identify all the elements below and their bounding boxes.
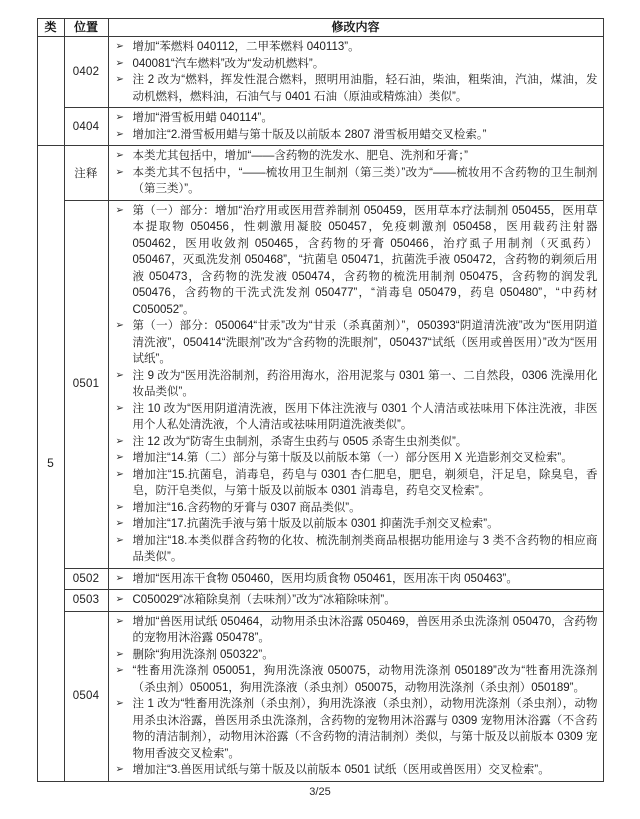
arrow-bullet-icon: ➢ — [115, 698, 124, 709]
arrow-bullet-icon: ➢ — [115, 150, 124, 161]
bullet-text: 本类尤其包括中，增加“——含药物的洗发水、肥皂、洗剂和牙膏；” — [132, 150, 468, 162]
content-cell — [108, 611, 603, 781]
bullet-text: 注 9 改为“医用洗浴制剂，药浴用海水，浴用泥浆与 0301 第一、二自然段，0306 洗澡用化妆品类似”。 — [132, 369, 598, 398]
arrow-bullet-icon: ➢ — [115, 615, 124, 627]
bullet-item — [109, 148, 598, 165]
bullet-text: 第（一）部分：050064“甘汞”改为“甘汞（杀真菌剂）”，050393“阴道清洗液”改为“医用阴道清洗液”，050414“洗眼剂”改为“含药物的洗眼剂”，050437“试纸（医用或兽医用）”改为“医用试纸”。 — [132, 320, 598, 365]
bullet-item — [109, 203, 598, 319]
bullet-text: 注 12 改为“防寄生虫制剂，杀寄生虫药与 0505 杀寄生虫剂类似”。 — [132, 435, 468, 448]
bullet-text: 增加注“17.抗菌洗手液与第十版及以前版本 0301 抑菌洗手剂交叉检索”。 — [132, 518, 499, 530]
table-row — [37, 200, 603, 568]
bullet-item — [109, 56, 598, 73]
bullet-text: “牲畜用洗涤剂 050051，狗用洗涤液 050075，动物用洗涤剂 050189”改为“牲畜用洗涤剂（杀虫剂）050051，狗用洗涤液（杀虫剂）050075，动物用洗涤剂（杀虫剂）050189”。 — [132, 665, 598, 694]
content-cell — [108, 37, 603, 108]
arrow-bullet-icon: ➢ — [115, 402, 124, 414]
position-cell: 注释 — [64, 146, 108, 201]
bullet-item — [109, 762, 598, 779]
bullet-text: 删除“狗用洗涤剂 050322”。 — [132, 648, 274, 661]
bullet-item — [109, 39, 598, 56]
content-cell — [108, 200, 603, 568]
arrow-bullet-icon: ➢ — [115, 57, 124, 69]
header-content: 修改内容 — [108, 19, 603, 37]
modification-table — [37, 18, 604, 782]
bullet-item — [109, 401, 598, 434]
table-row — [37, 568, 603, 590]
class-cell: 5 — [37, 146, 64, 782]
arrow-bullet-icon: ➢ — [115, 128, 124, 140]
bullet-text: 增加注“14.第（二）部分与第十版及以前版本第（一）部分医用 X 光造影剂交叉检索”。 — [132, 452, 573, 464]
arrow-bullet-icon: ➢ — [115, 594, 124, 605]
position-cell: 0502 — [64, 568, 108, 590]
position-cell: 0501 — [64, 200, 108, 568]
arrow-bullet-icon: ➢ — [115, 501, 124, 513]
bullet-item — [109, 614, 598, 647]
bullet-item — [109, 647, 598, 664]
content-cell — [108, 568, 603, 590]
bullet-text: 注 2 改为“燃料，挥发性混合燃料，照明用油脂，轻石油，柴油，粗柴油，汽油，煤油，发动机燃料，燃料油，石油气与 0401 石油（原油或精炼油）类似”。 — [132, 74, 598, 103]
arrow-bullet-icon: ➢ — [115, 764, 124, 775]
class-cell — [37, 37, 64, 146]
bullet-item — [109, 434, 598, 451]
position-cell: 0504 — [64, 611, 108, 781]
arrow-bullet-icon: ➢ — [115, 41, 124, 52]
bullet-text: 注 1 改为“牲畜用洗涤剂（杀虫剂），狗用洗涤液（杀虫剂），动物用洗涤剂（杀虫剂），动物用杀虫沐浴露，兽医用杀虫洗涤剂，含药物的宠物用沐浴露与 0309 宠物用沐浴露（不含药物的清洁制剂），动物用沐浴露（不含药物的清洁制剂）类似，与第十版及以前版本 0309 宠物用香波交叉检索”。 — [132, 698, 598, 760]
content-cell — [108, 590, 603, 612]
bullet-text: 增加注“18.本类似群含药物的化妆、梳洗制剂类商品根据功能用途与 3 类不含药物的相应商品类似”。 — [132, 534, 598, 563]
bullet-item — [109, 500, 598, 517]
arrow-bullet-icon: ➢ — [115, 369, 124, 381]
arrow-bullet-icon: ➢ — [115, 572, 124, 584]
bullet-item — [109, 127, 598, 144]
table-row — [37, 146, 603, 201]
arrow-bullet-icon: ➢ — [115, 166, 124, 178]
bullet-item — [109, 368, 598, 401]
header-class: 类 — [37, 19, 64, 37]
arrow-bullet-icon: ➢ — [115, 112, 124, 123]
document-page — [0, 18, 640, 819]
bullet-text: 注 10 改为“医用阴道清洗液，医用下体注洗液与 0301 个人清洁或祛味用下体注洗液，非医用个人私处清洗液，个人清洁或祛味用阴道洗液类似”。 — [132, 402, 598, 431]
bullet-item — [109, 450, 598, 467]
bullet-item — [109, 165, 598, 198]
arrow-bullet-icon: ➢ — [115, 435, 124, 447]
bullet-item — [109, 696, 598, 762]
arrow-bullet-icon: ➢ — [115, 204, 124, 216]
bullet-text: 本类尤其不包括中，“——梳妆用卫生制剂（第三类）”改为“——梳妆用不含药物的卫生制剂（第三类）”。 — [132, 166, 598, 195]
bullet-item — [109, 516, 598, 533]
bullet-text: 增加“苯燃料 040112，二甲苯燃料 040113”。 — [132, 41, 360, 53]
bullet-text: 增加注“16.含药物的牙膏与 0307 商品类似”。 — [132, 501, 361, 514]
arrow-bullet-icon: ➢ — [115, 74, 124, 85]
bullet-item — [109, 110, 598, 127]
bullet-item — [109, 318, 598, 368]
content-cell — [108, 146, 603, 201]
bullet-text: C050029“冰箱除臭剂（去味剂）”改为“冰箱除味剂”。 — [132, 594, 396, 606]
bullet-item — [109, 533, 598, 566]
bullet-text: 增加“兽医用试纸 050464，动物用杀虫沐浴露 050469，兽医用杀虫洗涤剂 050470，含药物的宠物用沐浴露 050478”。 — [132, 615, 598, 644]
table-row — [37, 611, 603, 781]
bullet-text: 增加注“2.滑雪板用蜡与第十版及以前版本 2807 滑雪板用蜡交叉检索。” — [132, 128, 487, 141]
arrow-bullet-icon: ➢ — [115, 648, 124, 660]
position-cell: 0402 — [64, 37, 108, 108]
bullet-text: 增加“滑雪板用蜡 040114”。 — [132, 112, 273, 124]
bullet-item — [109, 592, 598, 609]
table-row — [37, 108, 603, 146]
bullet-text: 增加注“15.抗菌皂，消毒皂，药皂与 0301 杏仁肥皂，肥皂，剃须皂，汗足皂，除臭皂，香皂，防汗皂类似，与第十版及以前版本 0301 消毒皂，药皂交叉检索”。 — [132, 468, 598, 497]
content-cell — [108, 108, 603, 146]
arrow-bullet-icon: ➢ — [115, 468, 124, 480]
arrow-bullet-icon: ➢ — [115, 534, 124, 546]
position-cell: 0404 — [64, 108, 108, 146]
bullet-item — [109, 663, 598, 696]
arrow-bullet-icon: ➢ — [115, 518, 124, 529]
bullet-text: 增加注“3.兽医用试纸与第十版及以前版本 0501 试纸（医用或兽医用）交叉检索”。 — [132, 764, 550, 776]
bullet-item — [109, 571, 598, 588]
bullet-text: 040081“汽车燃料”改为“发动机燃料”。 — [132, 57, 325, 70]
position-cell: 0503 — [64, 590, 108, 612]
bullet-text: 增加“医用冻干食物 050460，医用均质食物 050461，医用冻干肉 050463”。 — [132, 572, 518, 585]
page-number: 3/25 — [309, 786, 331, 798]
arrow-bullet-icon: ➢ — [115, 665, 124, 676]
bullet-text: 第（一）部分：增加“治疗用或医用营养制剂 050459，医用草本疗法制剂 050455，医用草本提取物 050456，性刺激用凝胶 050457，免疫刺激剂 050458，医用载药注射器 050462，医用收敛剂 050465，含药物的牙膏 050466，治疗虱子用制剂（灭虱药）050467，灭虱洗发剂 050468”，“抗菌皂 050471，抗菌洗手液 050472，含药物的剃须后用液 050473，含药物的洗发液 050474，含药物的梳洗用制剂 050475，含药物的润发乳 050476，含药物的干洗式洗发剂 050477”，“消毒皂 050479，药皂 050480”，“中药材 C050052”。 — [132, 204, 598, 316]
bullet-item — [109, 467, 598, 500]
arrow-bullet-icon: ➢ — [115, 452, 124, 463]
table-row — [37, 37, 603, 108]
header-position: 位置 — [64, 19, 108, 37]
table-row — [37, 590, 603, 612]
table-header-row — [37, 19, 603, 37]
arrow-bullet-icon: ➢ — [115, 320, 124, 331]
bullet-item — [109, 72, 598, 105]
